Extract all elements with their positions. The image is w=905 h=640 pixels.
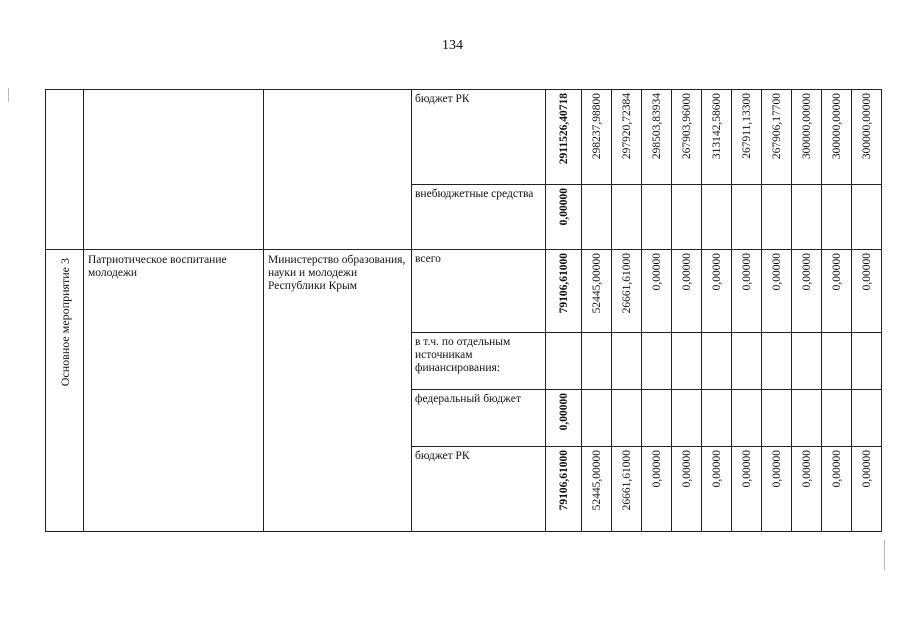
- year-value-cell: [672, 250, 702, 333]
- year-value: 0,00000: [860, 450, 873, 488]
- source-cell: [412, 250, 546, 333]
- financing-table: [45, 89, 882, 532]
- year-value-cell: [702, 447, 732, 532]
- year-value: 52445,00000: [590, 253, 603, 314]
- year-value-cell: [582, 390, 612, 447]
- year-value-cell: [582, 333, 612, 390]
- total-cell: [546, 250, 582, 333]
- year-value-cell: [732, 390, 762, 447]
- activity-name-cell: [84, 250, 264, 532]
- margin-mark: [8, 88, 9, 102]
- year-value-cell: [732, 90, 762, 185]
- year-value-cell: [642, 185, 672, 250]
- year-value: 300000,00000: [830, 93, 843, 160]
- year-value-cell: [762, 333, 792, 390]
- year-value-cell: [822, 333, 852, 390]
- year-value: 52445,00000: [590, 450, 603, 511]
- year-value: 0,00000: [740, 450, 753, 488]
- activity-name: Патриотическое воспитание молодежи: [88, 254, 227, 279]
- year-value-cell: [762, 447, 792, 532]
- year-value: 0,00000: [800, 450, 813, 488]
- year-value-cell: [582, 185, 612, 250]
- year-value-cell: [762, 90, 792, 185]
- year-value: 300000,00000: [860, 93, 873, 160]
- year-value-cell: [642, 447, 672, 532]
- year-value-cell: [642, 333, 672, 390]
- table-row: [46, 90, 882, 185]
- year-value: 298237,98800: [590, 93, 603, 160]
- year-value: 0,00000: [830, 253, 843, 291]
- source-label: федеральный бюджет: [415, 393, 521, 405]
- total-cell: [546, 390, 582, 447]
- table-row: [46, 250, 882, 333]
- source-cell: [412, 185, 546, 250]
- year-value-cell: [762, 390, 792, 447]
- year-value: 0,00000: [680, 450, 693, 488]
- year-value: 298503,83934: [650, 93, 663, 160]
- year-value: 0,00000: [770, 253, 783, 291]
- year-value-cell: [612, 447, 642, 532]
- source-cell: [412, 90, 546, 185]
- activity-executor-cell: [264, 250, 412, 532]
- prev-activity-label-cell: [46, 90, 84, 250]
- year-value-cell: [612, 90, 642, 185]
- year-value-cell: [612, 390, 642, 447]
- year-value-cell: [702, 250, 732, 333]
- year-value-cell: [852, 333, 882, 390]
- year-value-cell: [792, 447, 822, 532]
- year-value-cell: [762, 185, 792, 250]
- year-value: 0,00000: [800, 253, 813, 291]
- year-value-cell: [732, 447, 762, 532]
- year-value-cell: [702, 185, 732, 250]
- total-cell: [546, 185, 582, 250]
- prev-activity-executor-cell: [264, 90, 412, 250]
- year-value: 0,00000: [650, 450, 663, 488]
- total-value: 79106,61000: [557, 253, 570, 314]
- year-value-cell: [672, 185, 702, 250]
- year-value-cell: [852, 447, 882, 532]
- year-value-cell: [642, 390, 672, 447]
- year-value-cell: [852, 250, 882, 333]
- year-value-cell: [672, 333, 702, 390]
- year-value: 300000,00000: [800, 93, 813, 160]
- year-value: 26661,61000: [620, 450, 633, 511]
- total-cell: [546, 90, 582, 185]
- year-value: 0,00000: [680, 253, 693, 291]
- source-cell: [412, 333, 546, 390]
- source-label: в т.ч. по отдельным источникам финансирования:: [415, 336, 511, 374]
- margin-mark: [884, 540, 885, 570]
- year-value-cell: [672, 90, 702, 185]
- activity-label-cell: [46, 250, 84, 532]
- year-value-cell: [792, 333, 822, 390]
- year-value-cell: [642, 90, 672, 185]
- year-value: 0,00000: [650, 253, 663, 291]
- year-value-cell: [822, 185, 852, 250]
- total-value: 2911526,40718: [557, 93, 570, 165]
- year-value: 0,00000: [860, 253, 873, 291]
- year-value-cell: [822, 250, 852, 333]
- activity-label: Основное мероприятие 3: [57, 258, 72, 387]
- year-value-cell: [822, 447, 852, 532]
- year-value-cell: [792, 185, 822, 250]
- year-value-cell: [822, 90, 852, 185]
- year-value-cell: [612, 250, 642, 333]
- year-value-cell: [702, 333, 732, 390]
- year-value: 0,00000: [710, 450, 723, 488]
- year-value-cell: [852, 390, 882, 447]
- total-value: 0,00000: [557, 393, 570, 431]
- year-value-cell: [672, 447, 702, 532]
- year-value: 26661,61000: [620, 253, 633, 314]
- total-cell: [546, 447, 582, 532]
- year-value-cell: [672, 390, 702, 447]
- year-value-cell: [582, 447, 612, 532]
- year-value-cell: [792, 390, 822, 447]
- source-cell: [412, 447, 546, 532]
- source-label: внебюджетные средства: [415, 188, 534, 200]
- year-value-cell: [702, 90, 732, 185]
- year-value: 297920,72384: [620, 93, 633, 160]
- total-value: 0,00000: [557, 188, 570, 226]
- year-value-cell: [582, 250, 612, 333]
- prev-activity-name-cell: [84, 90, 264, 250]
- source-cell: [412, 390, 546, 447]
- year-value-cell: [732, 333, 762, 390]
- year-value-cell: [582, 90, 612, 185]
- year-value-cell: [642, 250, 672, 333]
- year-value: 313142,58600: [710, 93, 723, 160]
- page-number: 134: [442, 38, 463, 53]
- year-value: 0,00000: [770, 450, 783, 488]
- year-value-cell: [732, 250, 762, 333]
- year-value: 267906,17700: [770, 93, 783, 160]
- year-value-cell: [852, 90, 882, 185]
- year-value-cell: [792, 250, 822, 333]
- year-value: 0,00000: [740, 253, 753, 291]
- year-value-cell: [612, 333, 642, 390]
- source-label: бюджет РК: [415, 450, 470, 462]
- year-value-cell: [822, 390, 852, 447]
- year-value-cell: [762, 250, 792, 333]
- activity-executor: Министерство образования, науки и молодежи Республики Крым: [268, 254, 406, 292]
- source-label: бюджет РК: [415, 93, 470, 105]
- year-value: 267911,13300: [740, 93, 753, 159]
- year-value: 267903,96000: [680, 93, 693, 160]
- total-value: 79106,61000: [557, 450, 570, 511]
- year-value-cell: [612, 185, 642, 250]
- year-value-cell: [792, 90, 822, 185]
- year-value-cell: [732, 185, 762, 250]
- total-cell: [546, 333, 582, 390]
- source-label: всего: [415, 253, 441, 265]
- year-value-cell: [852, 185, 882, 250]
- year-value: 0,00000: [710, 253, 723, 291]
- year-value: 0,00000: [830, 450, 843, 488]
- year-value-cell: [702, 390, 732, 447]
